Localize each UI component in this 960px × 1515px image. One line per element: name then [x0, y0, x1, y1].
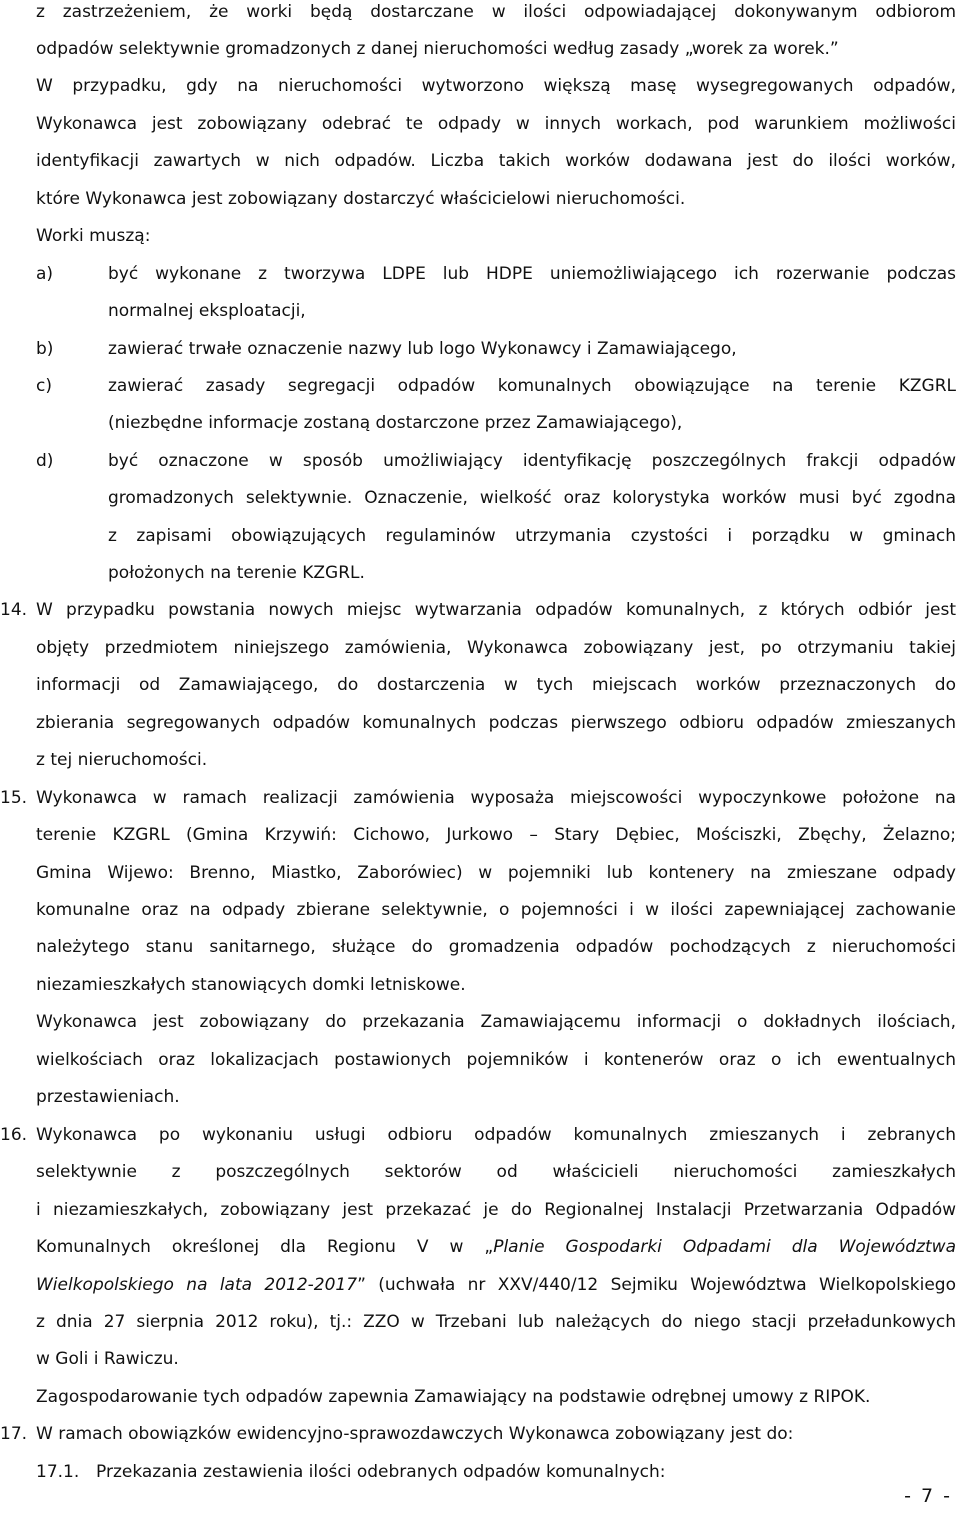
- paragraph-line: W przypadku powstania nowych miejsc wytwarzania odpadów komunalnych, z których odbiór jest: [36, 600, 956, 620]
- text-run: ” (uchwała nr XXV/440/12 Sejmiku Województwa Wielkopolskiego: [357, 1275, 956, 1295]
- paragraph-line: w Goli i Rawiczu.: [36, 1349, 179, 1369]
- list-item-line: (niezbędne informacje zostaną dostarczone przez Zamawiającego),: [108, 413, 683, 433]
- list-item-line: położonych na terenie KZGRL.: [108, 563, 365, 583]
- paragraph-line: terenie KZGRL (Gmina Krzywiń: Cichowo, Jurkowo – Stary Dębiec, Mościszki, Zbęchy, Żelazno;: [36, 825, 956, 845]
- page-number: - 7 -: [904, 1485, 952, 1507]
- section-number: 17.: [0, 1424, 28, 1444]
- paragraph-line: informacji od Zamawiającego, do dostarczenia w tych miejscach worków przeznaczonych do: [36, 675, 956, 695]
- paragraph-line: Zagospodarowanie tych odpadów zapewnia Zamawiający na podstawie odrębnej umowy z RIPOK.: [36, 1387, 871, 1407]
- paragraph-line: [36, 1234, 956, 1260]
- document-title-italic: Wielkopolskiego na lata 2012-2017: [36, 1275, 358, 1295]
- paragraph-line: W ramach obowiązków ewidencyjno-sprawozdawczych Wykonawca zobowiązany jest do:: [36, 1424, 794, 1444]
- paragraph-line: należytego stanu sanitarnego, służące do gromadzenia odpadów pochodzących z nieruchomości: [36, 937, 956, 957]
- paragraph-line: Wykonawca w ramach realizacji zamówienia wyposaża miejscowości wypoczynkowe położone na: [36, 788, 956, 808]
- paragraph-line: [36, 1272, 956, 1298]
- subsection-text: Przekazania zestawienia ilości odebranych odpadów komunalnych:: [96, 1462, 666, 1482]
- paragraph-line: z tej nieruchomości.: [36, 750, 208, 770]
- list-item-line: być wykonane z tworzywa LDPE lub HDPE uniemożliwiającego ich rozerwanie podczas: [108, 264, 956, 284]
- section-number: 15.: [0, 788, 28, 808]
- paragraph-line: zbierania segregowanych odpadów komunalnych podczas pierwszego odbioru odpadów zmieszanych: [36, 713, 956, 733]
- list-item-line: z zapisami obowiązujących regulaminów utrzymania czystości i porządku w gminach: [108, 526, 956, 546]
- list-label: b): [36, 339, 54, 359]
- paragraph-line: odpadów selektywnie gromadzonych z danej nieruchomości według zasady „worek za worek.”: [36, 39, 839, 59]
- section-number: 14.: [0, 600, 28, 620]
- list-label: c): [36, 376, 52, 396]
- document-title-italic: Planie Gospodarki Odpadami dla Województwa: [493, 1237, 956, 1257]
- paragraph-line: W przypadku, gdy na nieruchomości wytworzono większą masę wysegregowanych odpadów,: [36, 76, 956, 96]
- list-item-line: normalnej eksploatacji,: [108, 301, 306, 321]
- paragraph-line: identyfikacji zawartych w nich odpadów. Liczba takich worków dodawana jest do ilości worków,: [36, 151, 956, 171]
- list-item-line: zawierać zasady segregacji odpadów komunalnych obowiązujące na terenie KZGRL: [108, 376, 956, 396]
- paragraph-line: selektywnie z poszczególnych sektorów od właścicieli nieruchomości zamieszkałych: [36, 1162, 956, 1182]
- text-run: Komunalnych określonej dla Regionu V w „: [36, 1237, 494, 1257]
- paragraph-line: Wykonawca jest zobowiązany do przekazania Zamawiającemu informacji o dokładnych ilościach,: [36, 1012, 956, 1032]
- subsection-number: 17.1.: [36, 1462, 80, 1482]
- paragraph-line: Wykonawca po wykonaniu usługi odbioru odpadów komunalnych zmieszanych i zebranych: [36, 1125, 956, 1145]
- paragraph-line: niezamieszkałych stanowiących domki letniskowe.: [36, 975, 466, 995]
- list-label: d): [36, 451, 54, 471]
- list-label: a): [36, 264, 54, 284]
- list-item-line: gromadzonych selektywnie. Oznaczenie, wielkość oraz kolorystyka worków musi być zgodna: [108, 488, 956, 508]
- list-item-line: zawierać trwałe oznaczenie nazwy lub logo Wykonawcy i Zamawiającego,: [108, 339, 737, 359]
- section-number: 16.: [0, 1125, 28, 1145]
- paragraph-line: komunalne oraz na odpady zbierane selektywnie, o pojemności i w ilości zapewniającej zachowanie: [36, 900, 956, 920]
- list-item-line: być oznaczone w sposób umożliwiający identyfikację poszczególnych frakcji odpadów: [108, 451, 956, 471]
- paragraph-line: z dnia 27 sierpnia 2012 roku), tj.: ZZO w Trzebani lub należących do niego stacji przeładunkowych: [36, 1312, 956, 1332]
- paragraph-line: które Wykonawca jest zobowiązany dostarczyć właścicielowi nieruchomości.: [36, 189, 686, 209]
- paragraph-line: z zastrzeżeniem, że worki będą dostarczane w ilości odpowiadającej dokonywanym odbiorom: [36, 2, 956, 22]
- paragraph-line: przestawieniach.: [36, 1087, 180, 1107]
- paragraph-line: Wykonawca jest zobowiązany odebrać te odpady w innych workach, pod warunkiem możliwości: [36, 114, 956, 134]
- paragraph-line: Gmina Wijewo: Brenno, Miastko, Zaborówiec) w pojemniki lub kontenery na zmieszane odpady: [36, 863, 956, 883]
- paragraph-line: i niezamieszkałych, zobowiązany jest przekazać je do Regionalnej Instalacji Przetwarzania Odpadów: [36, 1200, 956, 1220]
- paragraph-line: Worki muszą:: [36, 226, 151, 246]
- paragraph-line: objęty przedmiotem niniejszego zamówienia, Wykonawca zobowiązany jest, po otrzymaniu takiej: [36, 638, 956, 658]
- paragraph-line: wielkościach oraz lokalizacjach postawionych pojemników i kontenerów oraz o ich ewentualnych: [36, 1050, 956, 1070]
